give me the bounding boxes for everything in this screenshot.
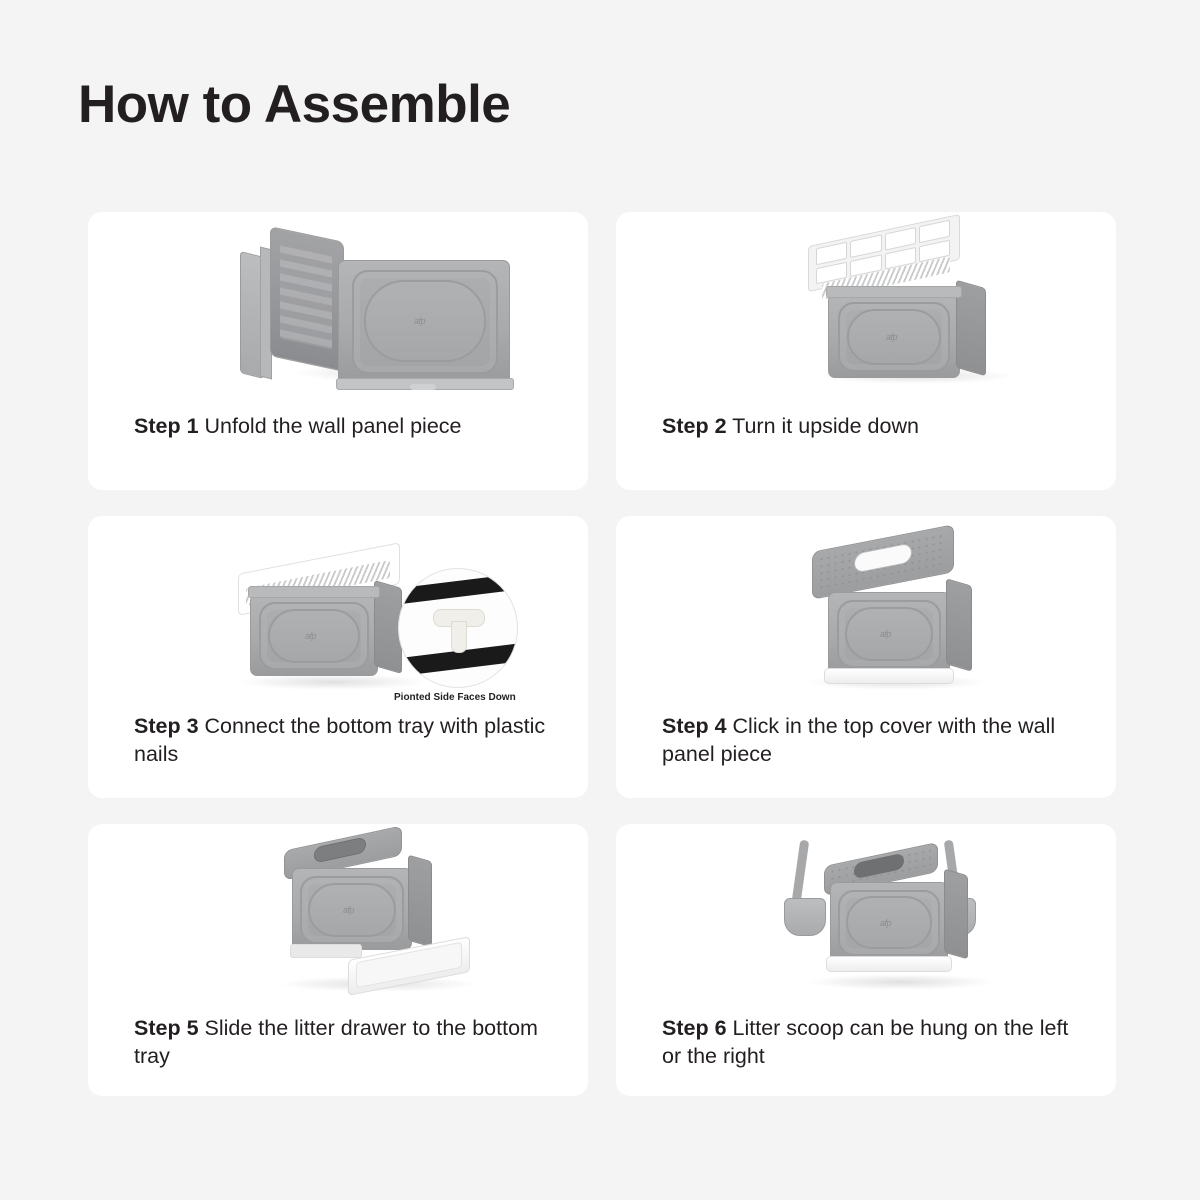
- step-6-illustration: [616, 824, 1116, 994]
- step-1-label: Step 1: [134, 414, 199, 438]
- box-right-side: [944, 869, 968, 960]
- litter-scoop-left-cup: [784, 898, 826, 936]
- bottom-tray: [826, 956, 952, 972]
- drop-shadow: [806, 974, 996, 990]
- brand-logo: afp: [880, 918, 892, 928]
- step-1-illustration: [88, 212, 588, 390]
- step-1-caption: [134, 412, 558, 440]
- step-card-3: [88, 516, 588, 798]
- step-6-label: Step 6: [662, 1016, 727, 1040]
- step-card-5: [88, 824, 588, 1096]
- step-2-label: Step 2: [662, 414, 727, 438]
- step-4-caption: [662, 712, 1086, 769]
- bottom-tray: [824, 668, 954, 684]
- step-card-1: [88, 212, 588, 490]
- step-card-6: [616, 824, 1116, 1096]
- step-6-text: Litter scoop can be hung on the left or the right: [662, 1016, 1069, 1069]
- nail-detail-caption: Pionted Side Faces Down: [394, 692, 516, 703]
- steps-grid: [88, 212, 1116, 1096]
- nail-detail-zoom: [398, 568, 518, 688]
- step-4-text: Click in the top cover with the wall panel piece: [662, 714, 1056, 767]
- box-top-rim: [248, 586, 380, 598]
- box-right-side: [946, 578, 972, 671]
- step-2-caption: [662, 412, 1086, 440]
- step-4-label: Step 4: [662, 714, 727, 738]
- step-5-caption: [134, 1014, 558, 1071]
- wall-panel-back-slots: [280, 238, 332, 349]
- step-2-text: Turn it upside down: [732, 414, 919, 438]
- brand-logo: afp: [886, 332, 898, 342]
- zoom-band-top: [398, 572, 518, 605]
- step-3-caption: [134, 712, 558, 769]
- step-3-label: Step 3: [134, 714, 199, 738]
- step-6-caption: [662, 1014, 1086, 1071]
- page-title: How to Assemble: [78, 75, 511, 134]
- brand-logo: afp: [343, 905, 355, 915]
- step-card-4: [616, 516, 1116, 798]
- step-1-text: Unfold the wall panel piece: [204, 414, 462, 438]
- step-4-illustration: [616, 516, 1116, 694]
- brand-logo: afp: [305, 631, 317, 641]
- step-3-text: Connect the bottom tray with plastic nails: [134, 714, 546, 767]
- drawer-rail: [290, 944, 362, 958]
- step-card-2: [616, 212, 1116, 490]
- drop-shadow: [238, 674, 428, 690]
- brand-logo: afp: [414, 316, 426, 326]
- step-5-label: Step 5: [134, 1016, 199, 1040]
- litter-scoop-left-handle: [792, 840, 810, 903]
- box-top-rim: [826, 286, 962, 298]
- step-2-illustration: [616, 212, 1116, 390]
- step-5-illustration: [88, 824, 588, 994]
- brand-logo: afp: [880, 629, 892, 639]
- box-right-side: [408, 855, 432, 948]
- plastic-nail-shaft: [451, 621, 467, 653]
- base-latch: [410, 384, 436, 390]
- step-5-text: Slide the litter drawer to the bottom tray: [134, 1016, 538, 1069]
- step-3-illustration: [88, 516, 588, 703]
